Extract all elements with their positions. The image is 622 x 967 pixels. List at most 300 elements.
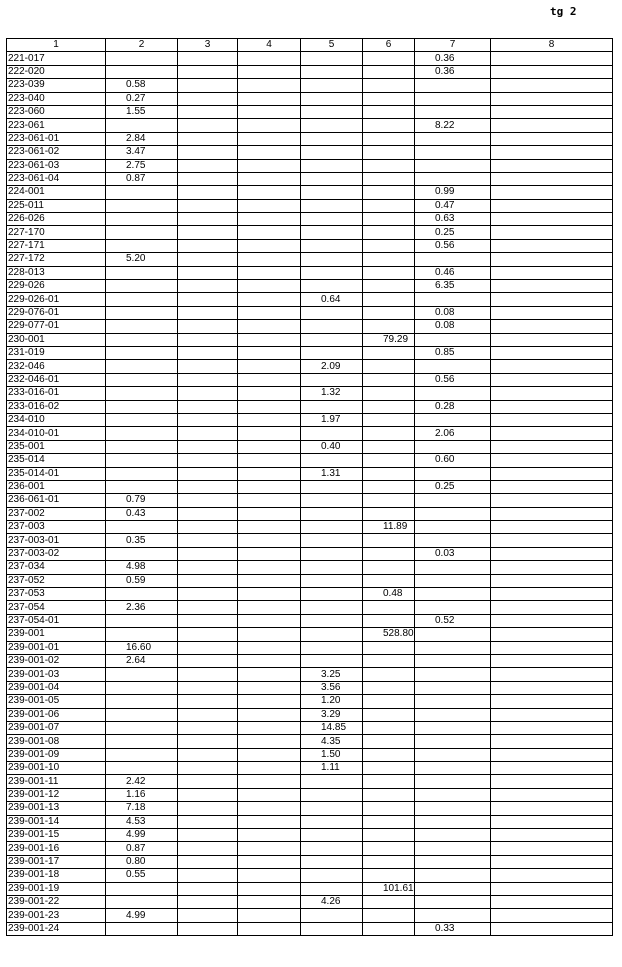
row-code-cell: 237-003-01 [7,534,106,547]
table-row [7,869,613,882]
row-code-cell: 235-001 [7,440,106,453]
row-code-cell: 223-039 [7,79,106,92]
value-cell-col-7 [415,467,491,480]
value-cell-col-7: 0.08 [415,320,491,333]
value-cell-col-5: 1.11 [301,762,363,775]
value-cell-col-8 [491,668,613,681]
value-cell-col-5 [301,775,363,788]
value-cell-col-2: 4.98 [106,561,178,574]
value-cell-col-5: 3.25 [301,668,363,681]
row-code-cell: 236-061-01 [7,494,106,507]
value-cell-col-6 [363,186,415,199]
value-cell-col-4 [238,320,301,333]
value-cell-col-6 [363,105,415,118]
value-cell-col-8 [491,695,613,708]
value-cell-col-6 [363,454,415,467]
value-cell-col-4 [238,668,301,681]
value-cell-col-8 [491,762,613,775]
value-cell-col-5 [301,521,363,534]
value-cell-col-8 [491,614,613,627]
value-cell-col-2 [106,387,178,400]
value-cell-col-4 [238,775,301,788]
value-cell-col-5 [301,654,363,667]
table-row [7,775,613,788]
value-cell-col-7: 0.25 [415,226,491,239]
value-cell-col-3 [178,561,238,574]
value-cell-col-8 [491,735,613,748]
value-cell-col-8 [491,829,613,842]
row-code-cell: 237-054 [7,601,106,614]
table-row [7,601,613,614]
value-cell-col-5: 4.35 [301,735,363,748]
value-cell-col-2: 0.55 [106,869,178,882]
value-cell-col-8 [491,373,613,386]
row-code-cell: 231-019 [7,346,106,359]
value-cell-col-3 [178,574,238,587]
value-cell-col-6 [363,52,415,65]
value-cell-col-6 [363,253,415,266]
table-row [7,467,613,480]
value-cell-col-2 [106,922,178,935]
value-cell-col-3 [178,601,238,614]
value-cell-col-8 [491,628,613,641]
value-cell-col-3 [178,882,238,895]
value-cell-col-6 [363,266,415,279]
table-row [7,815,613,828]
value-cell-col-6 [363,842,415,855]
value-cell-col-4 [238,266,301,279]
value-cell-col-2: 7.18 [106,802,178,815]
value-cell-col-4 [238,440,301,453]
value-cell-col-6 [363,239,415,252]
value-cell-col-2 [106,748,178,761]
value-cell-col-3 [178,360,238,373]
value-cell-col-6 [363,896,415,909]
value-cell-col-3 [178,454,238,467]
value-cell-col-8 [491,521,613,534]
value-cell-col-4 [238,882,301,895]
value-cell-col-2 [106,293,178,306]
table-row [7,253,613,266]
value-cell-col-5 [301,172,363,185]
value-cell-col-4 [238,159,301,172]
value-cell-col-8 [491,400,613,413]
value-cell-col-3 [178,896,238,909]
table-row [7,280,613,293]
value-cell-col-2 [106,480,178,493]
value-cell-col-4 [238,146,301,159]
value-cell-col-2 [106,413,178,426]
value-cell-col-5: 1.20 [301,695,363,708]
value-cell-col-7 [415,829,491,842]
value-cell-col-4 [238,293,301,306]
value-cell-col-6 [363,668,415,681]
value-cell-col-4 [238,628,301,641]
row-code-cell: 237-034 [7,561,106,574]
row-code-cell: 239-001-23 [7,909,106,922]
table-row [7,534,613,547]
row-code-cell: 239-001-11 [7,775,106,788]
value-cell-col-3 [178,547,238,560]
value-cell-col-5 [301,454,363,467]
value-cell-col-2 [106,735,178,748]
value-cell-col-7 [415,387,491,400]
value-cell-col-6 [363,534,415,547]
row-code-cell: 237-003-02 [7,547,106,560]
value-cell-col-5 [301,802,363,815]
value-cell-col-6: 101.61 [363,882,415,895]
value-cell-col-6 [363,79,415,92]
value-cell-col-2 [106,360,178,373]
value-cell-col-7: 0.08 [415,306,491,319]
column-header-6: 6 [363,39,415,52]
value-cell-col-4 [238,186,301,199]
value-cell-col-5 [301,373,363,386]
value-cell-col-8 [491,52,613,65]
value-cell-col-3 [178,641,238,654]
value-cell-col-8 [491,574,613,587]
value-cell-col-6 [363,92,415,105]
value-cell-col-3 [178,346,238,359]
value-cell-col-3 [178,440,238,453]
value-cell-col-3 [178,52,238,65]
value-cell-col-6 [363,869,415,882]
value-cell-col-4 [238,561,301,574]
row-code-cell: 239-001-12 [7,788,106,801]
value-cell-col-5 [301,855,363,868]
value-cell-col-4 [238,601,301,614]
value-cell-col-2: 0.80 [106,855,178,868]
value-cell-col-4 [238,521,301,534]
table-row [7,748,613,761]
value-cell-col-5 [301,213,363,226]
value-cell-col-4 [238,119,301,132]
row-code-cell: 234-010 [7,413,106,426]
value-cell-col-8 [491,387,613,400]
value-cell-col-6 [363,829,415,842]
value-cell-col-3 [178,534,238,547]
value-cell-col-2 [106,896,178,909]
table-body [7,52,613,936]
row-code-cell: 239-001-14 [7,815,106,828]
value-cell-col-6: 11.89 [363,521,415,534]
value-cell-col-3 [178,855,238,868]
value-cell-col-4 [238,507,301,520]
row-code-cell: 233-016-02 [7,400,106,413]
value-cell-col-2: 1.16 [106,788,178,801]
table-row [7,454,613,467]
header-row [7,39,613,52]
value-cell-col-6 [363,855,415,868]
value-cell-col-6 [363,922,415,935]
value-cell-col-6 [363,293,415,306]
row-code-cell: 223-061-02 [7,146,106,159]
table-row [7,922,613,935]
value-cell-col-6 [363,146,415,159]
value-cell-col-3 [178,628,238,641]
value-cell-col-8 [491,708,613,721]
value-cell-col-8 [491,561,613,574]
table-row [7,855,613,868]
value-cell-col-4 [238,467,301,480]
value-cell-col-4 [238,413,301,426]
table-row [7,588,613,601]
value-cell-col-3 [178,333,238,346]
value-cell-col-8 [491,815,613,828]
value-cell-col-5 [301,829,363,842]
value-cell-col-5 [301,159,363,172]
table-row [7,547,613,560]
value-cell-col-4 [238,802,301,815]
row-code-cell: 239-001-02 [7,654,106,667]
value-cell-col-6 [363,65,415,78]
value-cell-col-5 [301,253,363,266]
value-cell-col-7 [415,775,491,788]
value-cell-col-4 [238,762,301,775]
value-cell-col-8 [491,507,613,520]
value-cell-col-3 [178,708,238,721]
value-cell-col-5: 1.97 [301,413,363,426]
value-cell-col-6 [363,775,415,788]
value-cell-col-7 [415,146,491,159]
value-cell-col-3 [178,253,238,266]
row-code-cell: 227-170 [7,226,106,239]
value-cell-col-3 [178,65,238,78]
table-row [7,721,613,734]
value-cell-col-5 [301,815,363,828]
value-cell-col-3 [178,239,238,252]
value-cell-col-5: 1.50 [301,748,363,761]
value-cell-col-7 [415,92,491,105]
value-cell-col-7 [415,735,491,748]
value-cell-col-5 [301,574,363,587]
value-cell-col-7: 0.60 [415,454,491,467]
value-cell-col-7 [415,534,491,547]
row-code-cell: 223-061-01 [7,132,106,145]
value-cell-col-2: 0.87 [106,172,178,185]
table-row [7,654,613,667]
row-code-cell: 229-026-01 [7,293,106,306]
value-cell-col-4 [238,735,301,748]
row-code-cell: 239-001-07 [7,721,106,734]
table-row [7,909,613,922]
value-cell-col-2 [106,266,178,279]
value-cell-col-7 [415,561,491,574]
value-cell-col-3 [178,521,238,534]
value-cell-col-5 [301,132,363,145]
value-cell-col-5 [301,320,363,333]
value-cell-col-2 [106,346,178,359]
value-cell-col-7 [415,628,491,641]
value-cell-col-6 [363,413,415,426]
table-row [7,320,613,333]
value-cell-col-4 [238,534,301,547]
value-cell-col-3 [178,427,238,440]
value-cell-col-5 [301,922,363,935]
row-code-cell: 239-001-04 [7,681,106,694]
table-row [7,373,613,386]
value-cell-col-2 [106,454,178,467]
value-cell-col-3 [178,105,238,118]
value-cell-col-2 [106,467,178,480]
row-code-cell: 229-076-01 [7,306,106,319]
column-header-4: 4 [238,39,301,52]
row-code-cell: 227-171 [7,239,106,252]
value-cell-col-4 [238,387,301,400]
value-cell-col-3 [178,293,238,306]
value-cell-col-8 [491,454,613,467]
table-row [7,266,613,279]
value-cell-col-3 [178,507,238,520]
value-cell-col-3 [178,132,238,145]
value-cell-col-6 [363,695,415,708]
value-cell-col-7: 6.35 [415,280,491,293]
value-cell-col-5 [301,534,363,547]
value-cell-col-4 [238,695,301,708]
value-cell-col-3 [178,909,238,922]
value-cell-col-5 [301,641,363,654]
row-code-cell: 225-011 [7,199,106,212]
row-code-cell: 227-172 [7,253,106,266]
table-row [7,306,613,319]
table-row [7,239,613,252]
value-cell-col-8 [491,346,613,359]
value-cell-col-6: 79.29 [363,333,415,346]
row-code-cell: 237-052 [7,574,106,587]
value-cell-col-6 [363,601,415,614]
value-cell-col-8 [491,788,613,801]
value-cell-col-6 [363,360,415,373]
value-cell-col-5 [301,52,363,65]
value-cell-col-6 [363,159,415,172]
value-cell-col-3 [178,213,238,226]
value-cell-col-6 [363,480,415,493]
value-cell-col-6 [363,373,415,386]
value-cell-col-6 [363,815,415,828]
table-row [7,65,613,78]
column-header-1: 1 [7,39,106,52]
value-cell-col-4 [238,400,301,413]
value-cell-col-3 [178,467,238,480]
value-cell-col-7 [415,172,491,185]
value-cell-col-8 [491,186,613,199]
table-row [7,574,613,587]
value-cell-col-6 [363,172,415,185]
table-row [7,842,613,855]
value-cell-col-7 [415,601,491,614]
table-row [7,413,613,426]
value-cell-col-5 [301,842,363,855]
value-cell-col-2: 2.84 [106,132,178,145]
value-cell-col-3 [178,815,238,828]
table-row [7,146,613,159]
value-cell-col-2: 16.60 [106,641,178,654]
table-row [7,628,613,641]
value-cell-col-4 [238,65,301,78]
value-cell-col-8 [491,775,613,788]
table-row [7,360,613,373]
value-cell-col-5 [301,346,363,359]
row-code-cell: 228-013 [7,266,106,279]
row-code-cell: 239-001-16 [7,842,106,855]
value-cell-col-4 [238,721,301,734]
value-cell-col-7: 0.46 [415,266,491,279]
value-cell-col-8 [491,654,613,667]
value-cell-col-2 [106,119,178,132]
value-cell-col-8 [491,333,613,346]
value-cell-col-3 [178,735,238,748]
value-cell-col-7 [415,815,491,828]
table-row [7,708,613,721]
table-row [7,480,613,493]
value-cell-col-3 [178,588,238,601]
row-code-cell: 239-001-06 [7,708,106,721]
row-code-cell: 223-040 [7,92,106,105]
value-cell-col-6 [363,681,415,694]
value-cell-col-4 [238,333,301,346]
value-cell-col-2: 0.58 [106,79,178,92]
row-code-cell: 239-001-22 [7,896,106,909]
value-cell-col-5 [301,280,363,293]
value-cell-col-7: 0.85 [415,346,491,359]
value-cell-col-7 [415,588,491,601]
row-code-cell: 239-001-08 [7,735,106,748]
value-cell-col-2: 2.42 [106,775,178,788]
value-cell-col-2: 1.55 [106,105,178,118]
table-row [7,199,613,212]
column-header-3: 3 [178,39,238,52]
value-cell-col-4 [238,708,301,721]
value-cell-col-6 [363,507,415,520]
table-row [7,614,613,627]
value-cell-col-7 [415,360,491,373]
value-cell-col-6 [363,306,415,319]
value-cell-col-4 [238,494,301,507]
value-cell-col-4 [238,855,301,868]
value-cell-col-6 [363,641,415,654]
value-cell-col-2 [106,65,178,78]
data-table [6,38,613,936]
value-cell-col-6 [363,748,415,761]
value-cell-col-7 [415,654,491,667]
value-cell-col-6 [363,199,415,212]
value-cell-col-7 [415,802,491,815]
value-cell-col-2 [106,52,178,65]
table-row [7,440,613,453]
value-cell-col-3 [178,775,238,788]
value-cell-col-3 [178,922,238,935]
value-cell-col-5: 4.26 [301,896,363,909]
row-code-cell: 239-001-15 [7,829,106,842]
value-cell-col-4 [238,280,301,293]
value-cell-col-3 [178,92,238,105]
value-cell-col-4 [238,909,301,922]
value-cell-col-3 [178,413,238,426]
table-row [7,213,613,226]
value-cell-col-8 [491,909,613,922]
table-row [7,427,613,440]
value-cell-col-4 [238,815,301,828]
value-cell-col-4 [238,360,301,373]
value-cell-col-7: 0.99 [415,186,491,199]
value-cell-col-7: 0.52 [415,614,491,627]
column-header-5: 5 [301,39,363,52]
value-cell-col-2 [106,280,178,293]
value-cell-col-5 [301,480,363,493]
value-cell-col-3 [178,842,238,855]
value-cell-col-6 [363,226,415,239]
value-cell-col-6 [363,614,415,627]
